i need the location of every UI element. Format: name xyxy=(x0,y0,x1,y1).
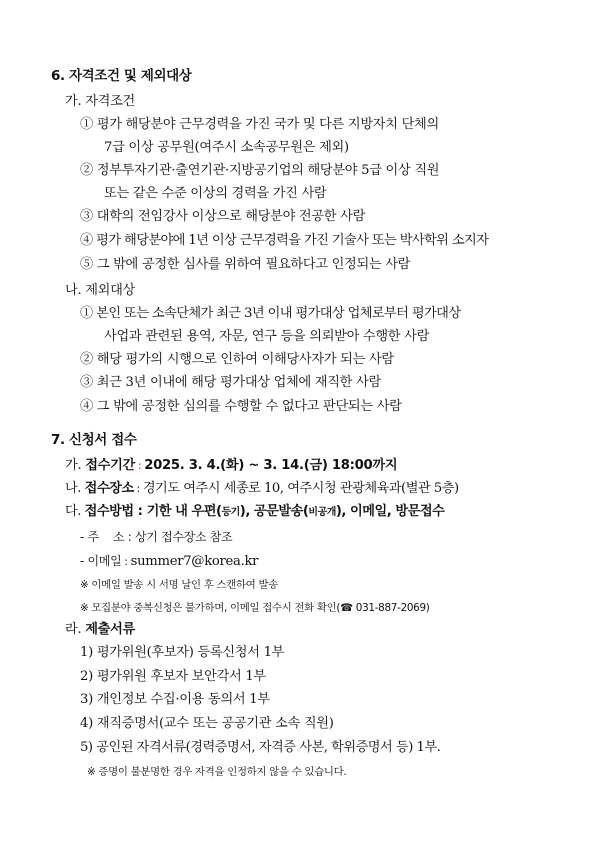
reception-method: 다. 접수방법 : 기한 내 우편(등기), 공문발송(비공개), 이메일, 방문접수 xyxy=(65,504,445,519)
field-label: 접수방법 xyxy=(84,504,134,519)
submit-docs-label: 라. 제출서류 xyxy=(65,622,135,637)
section-6-heading: 6. 자격조건 및 제외대상 xyxy=(51,68,192,84)
subsection-label: 가. 자격조건 xyxy=(65,94,135,109)
list-item: ③ 대학의 전임강사 이상으로 해당분야 전공한 사람 xyxy=(80,209,366,224)
subsection-label: 나. 제외대상 xyxy=(65,283,135,298)
email-line: - 이메일 : summer7@korea.kr xyxy=(80,554,259,569)
list-item: ① 평가 해당분야 근무경력을 가진 국가 및 다른 지방자치 단체의 xyxy=(80,117,439,132)
field-label: 접수장소 xyxy=(84,481,134,496)
section-7-heading: 7. 신청서 접수 xyxy=(51,432,137,448)
address-line: - 주 소 : 상기 접수장소 참조 xyxy=(80,530,233,544)
list-item: ② 정부투자기관·출연기관·지방공기업의 해당분야 5급 이상 직원 xyxy=(80,163,440,178)
field-value: 2025. 3. 4.(화) ~ 3. 14.(금) 18:00까지 xyxy=(144,458,398,473)
reception-place: 나. 접수장소 : 경기도 여주시 세종로 10, 여주시청 관광체육과(별관 5층) xyxy=(65,481,459,496)
list-item: 5) 공인된 자격서류(경력증명서, 자격증 사본, 학위증명서 등) 1부. xyxy=(80,740,441,755)
field-value: 경기도 여주시 세종로 10, 여주시청 관광체육과(별관 5층) xyxy=(142,481,459,496)
list-item: ① 본인 또는 소속단체가 최근 3년 이내 평가대상 업체로부터 평가대상 xyxy=(80,306,461,321)
list-item: 3) 개인정보 수집·이용 동의서 1부 xyxy=(80,692,270,707)
phone-icon: ☎ xyxy=(340,602,353,614)
phone-number: 031-887-2069) xyxy=(352,602,430,614)
list-item: 1) 평가위원(후보자) 등록신청서 1부 xyxy=(80,645,285,660)
field-label: 접수기간 xyxy=(85,458,135,473)
list-item: ② 해당 평가의 시행으로 인하여 이해당사자가 되는 사람 xyxy=(80,352,394,367)
list-item: ③ 최근 3년 이내에 해당 평가대상 업체에 재직한 사람 xyxy=(80,375,381,390)
list-item: 2) 평가위원 후보자 보안각서 1부 xyxy=(80,669,266,684)
email-address: summer7@korea.kr xyxy=(130,554,259,569)
list-item: ④ 평가 해당분야에 1년 이상 근무경력을 가진 기술사 또는 박사학위 소지자 xyxy=(80,233,489,248)
note: ※ 증명이 불분명한 경우 자격을 인정하지 않을 수 있습니다. xyxy=(87,766,347,778)
list-item: ④ 그 밖에 공정한 심의를 수행할 수 없다고 판단되는 사람 xyxy=(80,399,402,414)
list-item: 7급 이상 공무원(여주시 소속공무원은 제외) xyxy=(104,140,349,155)
note: ※ 모집분야 중복신청은 불가하며, 이메일 접수시 전화 확인(☎ 031-887-2069) xyxy=(80,602,430,614)
note: ※ 이메일 발송 시 서명 날인 후 스캔하여 발송 xyxy=(80,579,278,591)
list-item: 4) 재직증명서(교수 또는 공공기관 소속 직원) xyxy=(80,716,334,731)
list-item: ⑤ 그 밖에 공정한 심사를 위하여 필요하다고 인정되는 사람 xyxy=(80,257,411,272)
reception-period: 가. 접수기간 : 2025. 3. 4.(화) ~ 3. 14.(금) 18:00까지 xyxy=(65,458,398,473)
list-item: 사업과 관련된 용역, 자문, 연구 등을 의뢰받아 수행한 사람 xyxy=(104,329,430,344)
list-item: 또는 같은 수준 이상의 경력을 가진 사람 xyxy=(104,186,327,201)
